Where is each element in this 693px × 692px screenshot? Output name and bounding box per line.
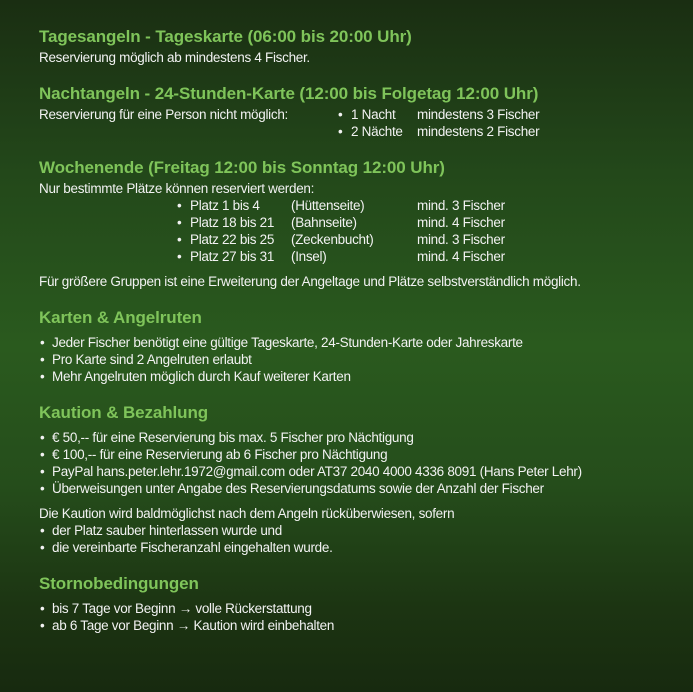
nacht-row [338, 106, 539, 123]
platz-row [177, 214, 679, 231]
wochenende-intro: Nur bestimmte Plätze können reserviert werden: [39, 181, 315, 196]
platz-location: (Hüttenseite) [291, 198, 365, 213]
platz-range: • Platz 18 bis 21 [177, 214, 291, 231]
platz-min: mind. 4 Fischer [417, 249, 505, 264]
nacht-label: Reservierung für eine Person nicht möglich: [39, 107, 288, 122]
platz-row [177, 231, 679, 248]
platz-location: (Bahnseite) [291, 215, 357, 230]
nacht-row [338, 123, 539, 140]
tages-text: Reservierung möglich ab mindestens 4 Fischer. [39, 50, 310, 65]
list-item: • € 50,-- für eine Reservierung bis max. 5 Fischer pro Nächtigung [39, 429, 679, 446]
platz-range: • Platz 22 bis 25 [177, 231, 291, 248]
heading-kaution: Kaution & Bezahlung [39, 403, 209, 422]
list-item: • € 100,-- für eine Reservierung ab 6 Fischer pro Nächtigung [39, 446, 679, 463]
nacht-min: mindestens 2 Fischer [417, 124, 540, 139]
list-item: • bis 7 Tage vor Beginn → volle Rückerstattung [39, 600, 679, 617]
nacht-duration: • 1 Nacht [338, 106, 417, 123]
heading-karten: Karten & Angelruten [39, 308, 202, 327]
nacht-duration: • 2 Nächte [338, 123, 417, 140]
refund-text: Die Kaution wird baldmöglichst nach dem Angeln rücküberwiesen, sofern [39, 506, 455, 521]
list-item: • PayPal hans.peter.lehr.1972@gmail.com oder AT37 2040 4000 4336 8091 (Hans Peter Lehr) [39, 463, 679, 480]
nacht-min: mindestens 3 Fischer [417, 107, 540, 122]
wochenende-note: Für größere Gruppen ist eine Erweiterung der Angeltage und Plätze selbstverständlich möglich. [39, 274, 581, 289]
list-item: • Jeder Fischer benötigt eine gültige Tageskarte, 24-Stunden-Karte oder Jahreskarte [39, 334, 679, 351]
list-item: • Mehr Angelruten möglich durch Kauf weiterer Karten [39, 368, 679, 385]
heading-wochenende: Wochenende (Freitag 12:00 bis Sonntag 12:00 Uhr) [39, 158, 445, 177]
list-item: • ab 6 Tage vor Beginn → Kaution wird einbehalten [39, 617, 679, 634]
heading-storno: Stornobedingungen [39, 574, 199, 593]
section-nachtangeln [39, 83, 679, 140]
platz-row [177, 197, 679, 214]
list-item: • die vereinbarte Fischeranzahl eingehalten wurde. [39, 539, 679, 556]
storno-list [39, 600, 679, 634]
heading-nachtangeln: Nachtangeln - 24-Stunden-Karte (12:00 bis Folgetag 12:00 Uhr) [39, 84, 539, 103]
section-storno [39, 573, 679, 634]
list-item: • Pro Karte sind 2 Angelruten erlaubt [39, 351, 679, 368]
list-item: • Überweisungen unter Angabe des Reservierungsdatums sowie der Anzahl der Fischer [39, 480, 679, 497]
section-tagesangeln [39, 26, 679, 66]
karten-list [39, 334, 679, 385]
heading-tagesangeln: Tagesangeln - Tageskarte (06:00 bis 20:00 Uhr) [39, 27, 412, 46]
platz-range: • Platz 1 bis 4 [177, 197, 291, 214]
platz-min: mind. 3 Fischer [417, 232, 505, 247]
kaution-list [39, 429, 679, 497]
platz-location: (Insel) [291, 249, 327, 264]
platz-row [177, 248, 679, 265]
refund-conditions [39, 522, 679, 556]
list-item: • der Platz sauber hinterlassen wurde und [39, 522, 679, 539]
platz-min: mind. 4 Fischer [417, 215, 505, 230]
section-wochenende [39, 157, 679, 290]
section-karten [39, 307, 679, 385]
section-kaution [39, 402, 679, 556]
platz-range: • Platz 27 bis 31 [177, 248, 291, 265]
platz-min: mind. 3 Fischer [417, 198, 505, 213]
content [39, 26, 679, 651]
platz-location: (Zeckenbucht) [291, 232, 374, 247]
platz-table [177, 197, 679, 265]
